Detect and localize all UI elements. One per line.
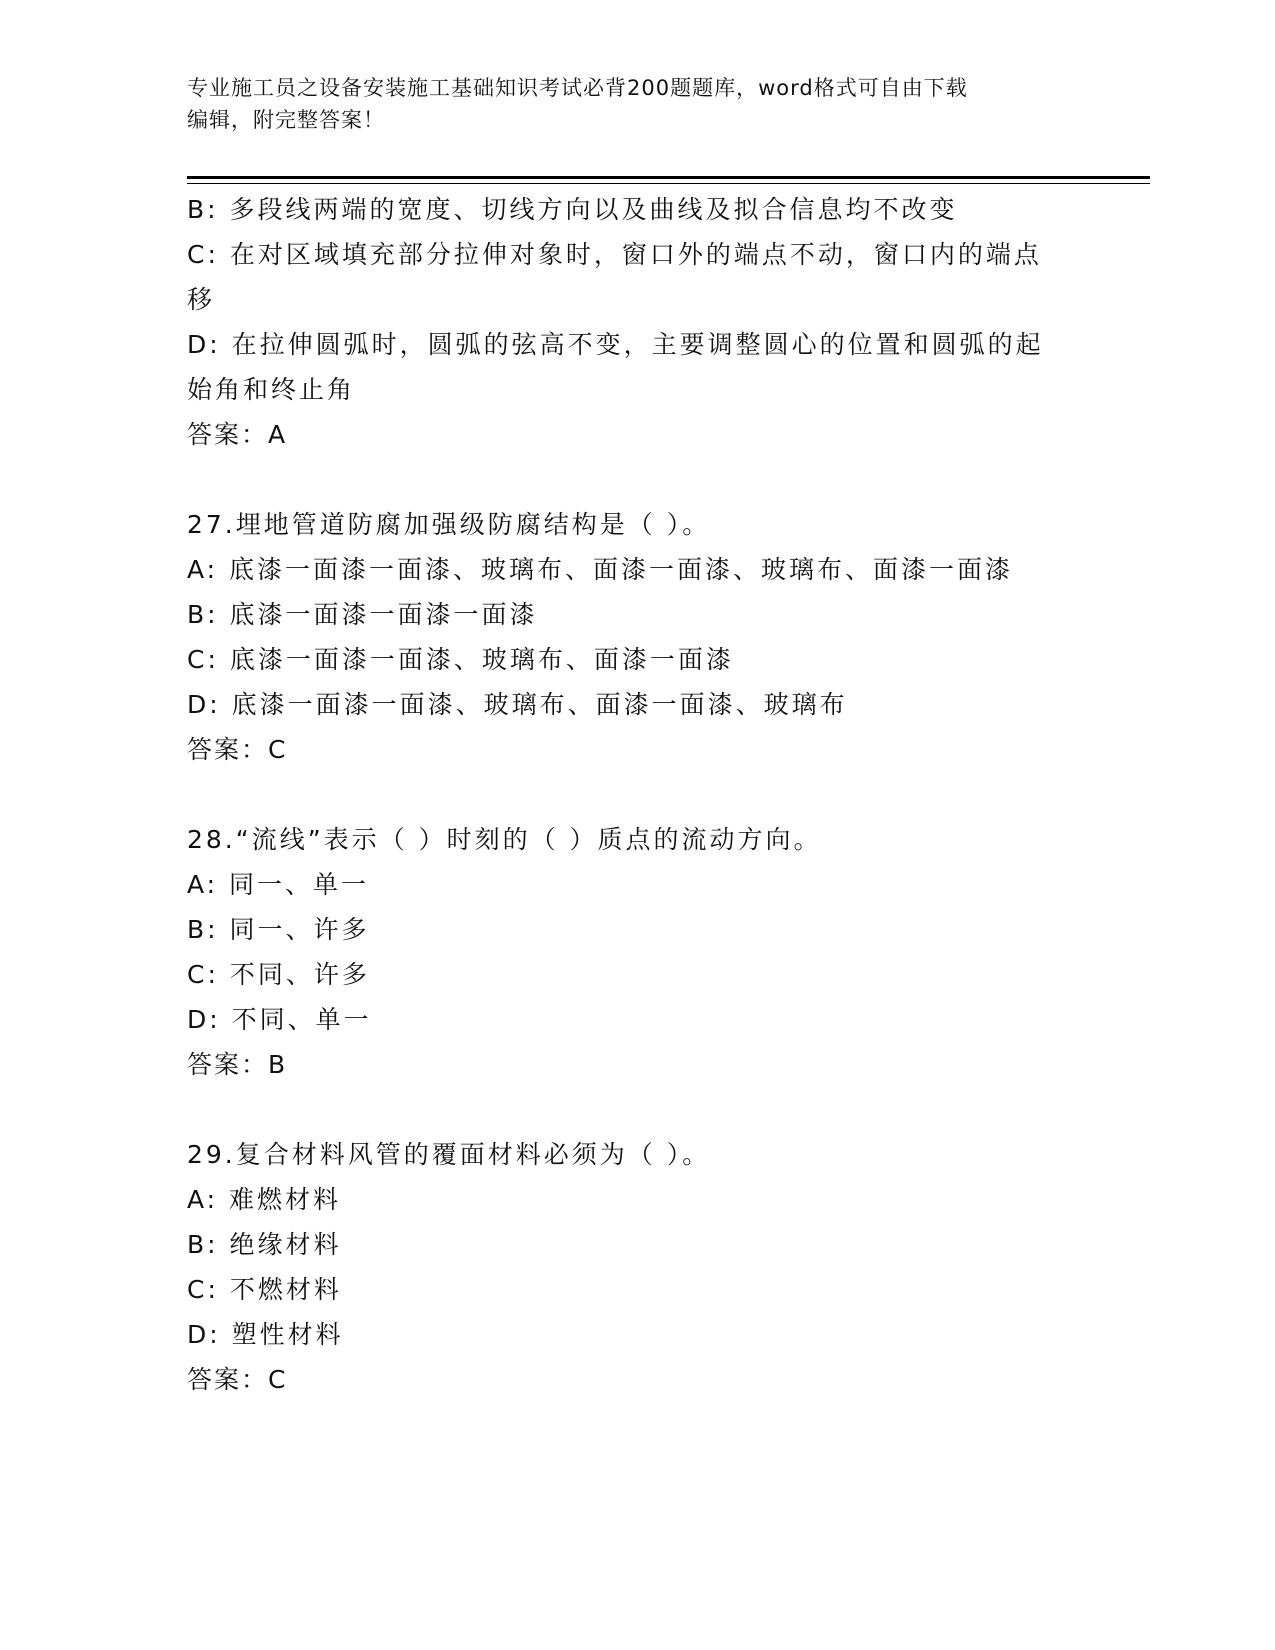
option-b: B: 底漆一面漆一面漆一面漆 [187,600,538,629]
header-title-line2: 编辑，附完整答案！ [187,108,385,132]
option-b: B: 绝缘材料 [187,1230,342,1259]
document-header [187,72,1087,136]
option-d-line1: D: 在拉伸圆弧时，圆弧的弦高不变，主要调整圆心的位置和圆弧的起 [187,330,1044,359]
answer-label: 答案：C [187,735,288,764]
answer-label: 答案：A [187,420,288,449]
header-rule-thick [187,176,1150,179]
option-d: D: 塑性材料 [187,1320,344,1349]
question-27 [187,502,1087,772]
option-c: C: 底漆一面漆一面漆、玻璃布、面漆一面漆 [187,645,734,674]
option-a: A: 底漆一面漆一面漆、玻璃布、面漆一面漆、玻璃布、面漆一面漆 [187,555,1014,584]
carryover-question [187,187,1087,457]
question-28 [187,817,1087,1087]
block-spacer [187,772,1087,817]
question-stem: 29.复合材料风管的覆面材料必须为（ ）。 [187,1140,711,1169]
question-stem: 28.“流线”表示（ ）时刻的（ ）质点的流动方向。 [187,825,822,854]
option-b: B: 多段线两端的宽度、切线方向以及曲线及拟合信息均不改变 [187,195,958,224]
option-c: C: 不燃材料 [187,1275,342,1304]
option-c: C: 不同、许多 [187,960,370,989]
question-content [187,187,1087,1402]
answer-label: 答案：B [187,1050,288,1079]
option-b: B: 同一、许多 [187,915,370,944]
option-a: A: 同一、单一 [187,870,370,899]
block-spacer [187,457,1087,502]
option-a: A: 难燃材料 [187,1185,342,1214]
option-c-line1: C: 在对区域填充部分拉伸对象时，窗口外的端点不动，窗口内的端点 [187,240,1042,269]
header-title-line1: 专业施工员之设备安装施工基础知识考试必背200题题库，word格式可自由下载 [187,76,968,100]
option-d-line2: 始角和终止角 [187,375,356,404]
header-rule-thin [187,183,1150,184]
answer-label: 答案：C [187,1365,288,1394]
question-29 [187,1132,1087,1402]
block-spacer [187,1087,1087,1132]
option-c-line2: 移 [187,285,216,314]
option-d: D: 不同、单一 [187,1005,372,1034]
option-d: D: 底漆一面漆一面漆、玻璃布、面漆一面漆、玻璃布 [187,690,848,719]
question-stem: 27.埋地管道防腐加强级防腐结构是（ ）。 [187,510,711,539]
